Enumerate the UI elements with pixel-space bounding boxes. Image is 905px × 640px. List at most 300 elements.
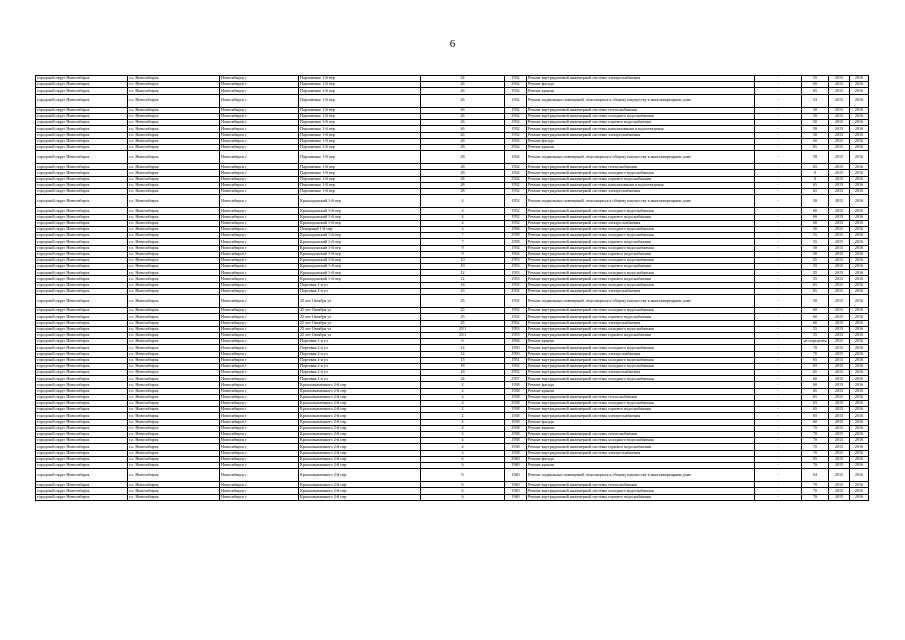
city-cell: Новосибирск г — [220, 76, 299, 82]
house-number-cell: 6 — [421, 494, 505, 500]
district-cell: городской округ Новосибирск — [36, 332, 128, 338]
year-from-cell: 2015 — [829, 170, 850, 176]
street-cell: Пархоменко 1-й пер — [299, 107, 421, 113]
municipality-cell: г.о. Новосибирск — [128, 438, 220, 444]
district-cell: городской округ Новосибирск — [36, 401, 128, 407]
year-from-cell: 2015 — [829, 164, 850, 170]
municipality-cell: г.о. Новосибирск — [128, 456, 220, 462]
house-number-cell: 18 — [421, 370, 505, 376]
house-number-cell: 28 — [421, 176, 505, 182]
street-cell: Краснодонский 1-й пер — [299, 270, 421, 276]
year-from-cell: 2015 — [829, 251, 850, 257]
year-from-cell: 2015 — [829, 425, 850, 431]
build-year-cell: 1954 — [505, 251, 527, 257]
work-type-cell: Ремонт внутридомовой инженерной системы электроснабжения — [527, 132, 755, 138]
work-type-cell: Ремонт крыши — [527, 388, 755, 394]
year-from-cell: 2015 — [829, 332, 850, 338]
street-cell: Краснознаменного 2-й пер — [299, 425, 421, 431]
city-cell: Новосибирск г — [220, 407, 299, 413]
year-to-cell: 2016 — [850, 144, 869, 150]
district-cell: городской округ Новосибирск — [36, 76, 128, 82]
dash-cell: - — [755, 164, 802, 170]
work-type-cell: Ремонт внутридомовой инженерной системы электроснабжения — [527, 189, 755, 195]
street-cell: Пархоменко 1-й пер — [299, 138, 421, 144]
district-cell: городской округ Новосибирск — [36, 326, 128, 332]
street-cell: Краснодонский 1-й пер — [299, 251, 421, 257]
street-cell: Краснознаменного 2-й пер — [299, 494, 421, 500]
table-row — [36, 494, 869, 500]
year-to-cell: 2016 — [850, 419, 869, 425]
work-type-cell: Ремонт внутридомовой инженерной системы горячего водоснабжения — [527, 276, 755, 282]
build-year-cell: 1953 — [505, 270, 527, 276]
municipality-cell: г.о. Новосибирск — [128, 431, 220, 437]
house-number-cell: 24 — [421, 76, 505, 82]
year-to-cell: 2016 — [850, 226, 869, 232]
municipality-cell: г.о. Новосибирск — [128, 251, 220, 257]
dash-cell: - — [755, 257, 802, 263]
district-cell: городской округ Новосибирск — [36, 126, 128, 132]
build-year-cell: 1932 — [505, 164, 527, 170]
wear-percent-cell: 65 — [802, 370, 829, 376]
wear-percent-cell: 65 — [802, 388, 829, 394]
work-type-cell: Ремонт внутридомовой инженерной системы холодного водоснабжения — [527, 113, 755, 119]
municipality-cell: г.о. Новосибирск — [128, 245, 220, 251]
build-year-cell: 1938 — [505, 431, 527, 437]
year-to-cell: 2016 — [850, 370, 869, 376]
house-number-cell: 2 — [421, 388, 505, 394]
work-type-cell: Ремонт внутридомовой инженерной системы холодного водоснабжения — [527, 170, 755, 176]
city-cell: Новосибирск г — [220, 339, 299, 345]
dash-cell: - — [755, 401, 802, 407]
wear-percent-cell: 55 — [802, 233, 829, 239]
district-cell: городской округ Новосибирск — [36, 444, 128, 450]
dash-cell: - — [755, 308, 802, 314]
build-year-cell: 1932 — [505, 170, 527, 176]
work-type-cell: Ремонт внутридомовой инженерной системы электроснабжения — [527, 76, 755, 82]
municipality-cell: г.о. Новосибирск — [128, 407, 220, 413]
year-from-cell: 2015 — [829, 388, 850, 394]
year-to-cell: 2016 — [850, 388, 869, 394]
work-type-cell: Ремонт внутридомовой инженерной системы электроснабжения — [527, 288, 755, 294]
work-type-cell: Ремонт крыши — [527, 144, 755, 150]
build-year-cell: 1952 — [505, 195, 527, 208]
year-from-cell: 2015 — [829, 288, 850, 294]
work-type-cell: Ремонт внутридомовой инженерной системы горячего водоснабжения — [527, 332, 755, 338]
work-type-cell: Ремонт фасада — [527, 382, 755, 388]
wear-percent-cell: 50 — [802, 226, 829, 232]
street-cell: Краснознаменного 2-й пер — [299, 456, 421, 462]
work-type-cell: Ремонт внутридомовой инженерной системы холодного водоснабжения — [527, 438, 755, 444]
dash-cell: - — [755, 357, 802, 363]
dash-cell: - — [755, 120, 802, 126]
year-to-cell: 2016 — [850, 376, 869, 382]
year-from-cell: 2015 — [829, 407, 850, 413]
city-cell: Новосибирск г — [220, 138, 299, 144]
house-number-cell: 26 — [421, 120, 505, 126]
year-to-cell: 2016 — [850, 276, 869, 282]
street-cell: 25 лет Октября ул — [299, 326, 421, 332]
house-number-cell: 2 — [421, 407, 505, 413]
build-year-cell: 1938 — [505, 450, 527, 456]
dash-cell: - — [755, 176, 802, 182]
street-cell: Краснознаменного 2-й пер — [299, 462, 421, 468]
municipality-cell: г.о. Новосибирск — [128, 120, 220, 126]
municipality-cell: г.о. Новосибирск — [128, 239, 220, 245]
district-cell: городской округ Новосибирск — [36, 345, 128, 351]
wear-percent-cell: 60 — [802, 382, 829, 388]
year-from-cell: 2015 — [829, 88, 850, 94]
wear-percent-cell: не определен — [803, 338, 827, 344]
work-type-cell: Ремонт внутридомовой инженерной системы теплоснабжения — [527, 107, 755, 113]
city-cell: Новосибирск г — [220, 113, 299, 119]
build-year-cell: 1954 — [505, 245, 527, 251]
build-year-cell: 1932 — [505, 189, 527, 195]
house-number-cell: 25 — [421, 308, 505, 314]
dash-cell: - — [755, 326, 802, 332]
municipality-cell: г.о. Новосибирск — [128, 144, 220, 150]
build-year-cell: 1938 — [505, 401, 527, 407]
dash-cell: - — [755, 126, 802, 132]
city-cell: Новосибирск г — [220, 176, 299, 182]
district-cell: городской округ Новосибирск — [36, 176, 128, 182]
year-from-cell: 2015 — [829, 382, 850, 388]
municipality-cell: г.о. Новосибирск — [128, 226, 220, 232]
year-to-cell: 2016 — [850, 456, 869, 462]
district-cell: городской округ Новосибирск — [36, 245, 128, 251]
year-to-cell: 2016 — [850, 126, 869, 132]
district-cell: городской округ Новосибирск — [36, 376, 128, 382]
district-cell: городской округ Новосибирск — [36, 282, 128, 288]
city-cell: Новосибирск г — [220, 220, 299, 226]
district-cell: городской округ Новосибирск — [36, 320, 128, 326]
street-cell: 25 лет Октября ул — [299, 295, 421, 308]
district-cell: городской округ Новосибирск — [36, 239, 128, 245]
work-type-cell: Ремонт фасада — [527, 419, 755, 425]
house-number-cell: 4 — [421, 220, 505, 226]
year-from-cell: 2015 — [829, 195, 850, 208]
year-from-cell: 2015 — [829, 462, 850, 468]
build-year-cell: 1938 — [505, 382, 527, 388]
year-to-cell: 2016 — [850, 351, 869, 357]
year-to-cell: 2016 — [850, 195, 869, 208]
city-cell: Новосибирск г — [220, 170, 299, 176]
dash-cell: - — [755, 182, 802, 188]
work-type-cell: Ремонт внутридомовой инженерной системы электроснабжения — [527, 320, 755, 326]
work-type-cell: Ремонт крыши — [527, 425, 755, 431]
wear-percent-cell: 60 — [802, 214, 829, 220]
house-number-cell: 6 — [421, 462, 505, 468]
municipality-cell: г.о. Новосибирск — [128, 332, 220, 338]
street-cell: Пархоменко 1-й пер — [299, 88, 421, 94]
wear-percent-cell: 50 — [802, 113, 829, 119]
year-from-cell: 2015 — [829, 431, 850, 437]
district-cell: городской округ Новосибирск — [36, 189, 128, 195]
build-year-cell: 1932 — [505, 76, 527, 82]
house-number-cell: 4 — [421, 226, 505, 232]
dash-cell: - — [755, 488, 802, 494]
build-year-cell: 1932 — [505, 94, 527, 107]
district-cell: городской округ Новосибирск — [36, 144, 128, 150]
district-cell: городской округ Новосибирск — [36, 288, 128, 294]
street-cell: Портовая 2-я ул — [299, 376, 421, 382]
house-number-cell: 26 — [421, 82, 505, 88]
street-cell: Краснознаменного 2-й пер — [299, 407, 421, 413]
year-to-cell: 2016 — [850, 413, 869, 419]
year-from-cell: 2015 — [829, 339, 850, 345]
page-number: 6 — [449, 38, 456, 50]
dash-cell: - — [755, 288, 802, 294]
city-cell: Новосибирск г — [220, 214, 299, 220]
dash-cell: - — [755, 195, 802, 208]
build-year-cell: 1932 — [505, 144, 527, 150]
wear-percent-cell: 55 — [802, 264, 829, 270]
city-cell: Новосибирск г — [220, 308, 299, 314]
municipality-cell: г.о. Новосибирск — [128, 413, 220, 419]
work-type-cell: Ремонт внутридомовой инженерной системы горячего водоснабжения — [527, 444, 755, 450]
city-cell: Новосибирск г — [220, 351, 299, 357]
wear-percent-cell: 50 — [802, 245, 829, 251]
build-year-cell: 1952 — [505, 208, 527, 214]
municipality-cell: г.о. Новосибирск — [128, 320, 220, 326]
build-year-cell: 1952 — [505, 320, 527, 326]
wear-percent-cell: 55 — [802, 257, 829, 263]
house-number-cell: 28 — [421, 170, 505, 176]
work-type-cell: Ремонт внутридомовой инженерной системы холодного водоснабжения — [527, 308, 755, 314]
build-year-cell: 1957 — [505, 376, 527, 382]
wear-percent-cell: 0 — [802, 170, 829, 176]
wear-percent-cell: 65 — [802, 413, 829, 419]
house-number-cell: 16 — [421, 282, 505, 288]
city-cell: Новосибирск г — [220, 151, 299, 164]
wear-percent-cell: 65 — [802, 407, 829, 413]
wear-percent-cell: 70 — [802, 482, 829, 488]
work-type-cell: Ремонт внутридомовой инженерной системы холодного водоснабжения — [527, 488, 755, 494]
street-cell: Пархоменко 1-й пер — [299, 151, 421, 164]
work-type-cell: Ремонт внутридомовой инженерной системы горячего водоснабжения — [527, 176, 755, 182]
build-year-cell: 1938 — [505, 394, 527, 400]
city-cell: Новосибирск г — [220, 233, 299, 239]
wear-percent-cell: 60 — [802, 308, 829, 314]
city-cell: Новосибирск г — [220, 401, 299, 407]
dash-cell: - — [755, 295, 802, 308]
wear-percent-cell: 65 — [802, 282, 829, 288]
house-number-cell: 10 — [421, 257, 505, 263]
build-year-cell: 1932 — [505, 120, 527, 126]
street-cell: 25 лет Октября ул — [299, 320, 421, 326]
street-cell: Краснодонский 1-й пер — [299, 220, 421, 226]
municipality-cell: г.о. Новосибирск — [128, 107, 220, 113]
year-to-cell: 2016 — [850, 444, 869, 450]
year-from-cell: 2015 — [829, 308, 850, 314]
city-cell: Новосибирск г — [220, 388, 299, 394]
year-from-cell: 2015 — [829, 320, 850, 326]
house-number-cell: 6 — [421, 482, 505, 488]
street-cell: Пархоменко 1-й пер — [299, 164, 421, 170]
year-from-cell: 2015 — [829, 363, 850, 369]
dash-cell: - — [755, 264, 802, 270]
table-row — [36, 151, 869, 164]
work-type-cell: Ремонт фасада — [527, 138, 755, 144]
wear-percent-cell: 70 — [802, 450, 829, 456]
city-cell: Новосибирск г — [220, 469, 299, 482]
dash-cell: - — [755, 170, 802, 176]
municipality-cell: г.о. Новосибирск — [128, 382, 220, 388]
municipality-cell: г.о. Новосибирск — [128, 233, 220, 239]
street-cell: Пархоменко 1-й пер — [299, 144, 421, 150]
build-year-cell: 1994 — [505, 339, 527, 345]
year-from-cell: 2015 — [829, 456, 850, 462]
city-cell: Новосибирск г — [220, 189, 299, 195]
street-cell: Портовая 2-я ул — [299, 357, 421, 363]
municipality-cell: г.о. Новосибирск — [128, 195, 220, 208]
house-number-cell: 2 — [421, 382, 505, 388]
municipality-cell: г.о. Новосибирск — [128, 138, 220, 144]
house-number-cell: 4 — [421, 425, 505, 431]
year-from-cell: 2015 — [829, 176, 850, 182]
year-from-cell: 2015 — [829, 444, 850, 450]
street-cell: 25 лет Октября ул — [299, 308, 421, 314]
house-number-cell: 28 — [421, 138, 505, 144]
municipality-cell: г.о. Новосибирск — [128, 339, 220, 345]
municipality-cell: г.о. Новосибирск — [128, 370, 220, 376]
house-number-cell: 25/1 — [421, 326, 505, 332]
city-cell: Новосибирск г — [220, 419, 299, 425]
work-type-cell: Ремонт внутридомовой инженерной системы холодного водоснабжения — [527, 208, 755, 214]
build-year-cell: 1932 — [505, 176, 527, 182]
build-year-cell: 1953 — [505, 264, 527, 270]
city-cell: Новосибирск г — [220, 370, 299, 376]
work-type-cell: Ремонт внутридомовой инженерной системы теплоснабжения — [527, 394, 755, 400]
house-number-cell: 2 — [421, 394, 505, 400]
work-type-cell: Ремонт внутридомовой инженерной системы холодного водоснабжения — [527, 326, 755, 332]
work-type-cell: Ремонт внутридомовой инженерной системы теплоснабжения — [527, 164, 755, 170]
house-number-cell: 9 — [421, 245, 505, 251]
year-from-cell: 2015 — [829, 107, 850, 113]
house-number-cell: 15 — [421, 357, 505, 363]
house-number-cell: 4 — [421, 438, 505, 444]
year-to-cell: 2016 — [850, 401, 869, 407]
wear-percent-cell: 60 — [802, 82, 829, 88]
street-cell: Пархоменко 1-й пер — [299, 82, 421, 88]
dash-cell: - — [755, 494, 802, 500]
year-to-cell: 2016 — [850, 220, 869, 226]
year-to-cell: 2016 — [850, 382, 869, 388]
work-type-cell: Ремонт внутридомовой инженерной системы теплоснабжения — [527, 482, 755, 488]
street-cell: Портовая 2-я ул — [299, 345, 421, 351]
city-cell: Новосибирск г — [220, 288, 299, 294]
house-number-cell: 26 — [421, 88, 505, 94]
wear-percent-cell: 65 — [802, 164, 829, 170]
year-to-cell: 2016 — [850, 282, 869, 288]
district-cell: городской округ Новосибирск — [36, 469, 128, 482]
district-cell: городской округ Новосибирск — [36, 382, 128, 388]
work-type-cell: Ремонт внутридомовой инженерной системы холодного водоснабжения — [527, 376, 755, 382]
municipality-cell: г.о. Новосибирск — [128, 450, 220, 456]
year-to-cell: 2016 — [850, 107, 869, 113]
municipality-cell: г.о. Новосибирск — [128, 276, 220, 282]
house-number-cell: 2 — [421, 413, 505, 419]
street-cell: Пархоменко 1-й пер — [299, 76, 421, 82]
work-type-cell: Ремонт внутридомовой инженерной системы электроснабжения — [527, 351, 755, 357]
municipality-cell: г.о. Новосибирск — [128, 462, 220, 468]
wear-percent-cell: 50 — [802, 295, 829, 308]
house-number-cell: 9 — [421, 251, 505, 257]
municipality-cell: г.о. Новосибирск — [128, 220, 220, 226]
year-from-cell: 2015 — [829, 233, 850, 239]
build-year-cell: 1932 — [505, 126, 527, 132]
municipality-cell: г.о. Новосибирск — [128, 214, 220, 220]
district-cell: городской округ Новосибирск — [36, 494, 128, 500]
municipality-cell: г.о. Новосибирск — [128, 151, 220, 164]
city-cell: Новосибирск г — [220, 462, 299, 468]
district-cell: городской округ Новосибирск — [36, 450, 128, 456]
build-year-cell: 1938 — [505, 425, 527, 431]
year-from-cell: 2015 — [829, 120, 850, 126]
city-cell: Новосибирск г — [220, 182, 299, 188]
work-type-cell: Ремонт крыши — [527, 88, 755, 94]
house-number-cell: 25 — [421, 295, 505, 308]
build-year-cell: 1932 — [505, 113, 527, 119]
district-cell: городской округ Новосибирск — [36, 88, 128, 94]
municipality-cell: г.о. Новосибирск — [128, 288, 220, 294]
wear-percent-cell: 60 — [802, 220, 829, 226]
house-number-cell: 26 — [421, 126, 505, 132]
city-cell: Новосибирск г — [220, 164, 299, 170]
municipality-cell: г.о. Новосибирск — [128, 401, 220, 407]
work-type-cell: Ремонт внутридомовой инженерной системы холодного водоснабжения — [527, 363, 755, 369]
work-type-cell: Ремонт внутридомовой инженерной системы холодного водоснабжения — [527, 345, 755, 351]
table-row — [36, 195, 869, 208]
district-cell: городской округ Новосибирск — [36, 132, 128, 138]
dash-cell: - — [755, 282, 802, 288]
wear-percent-cell: 0 — [802, 176, 829, 182]
build-year-cell: 1932 — [505, 88, 527, 94]
house-number-cell: 14 — [421, 345, 505, 351]
district-cell: городской округ Новосибирск — [36, 233, 128, 239]
municipality-cell: г.о. Новосибирск — [128, 363, 220, 369]
street-cell: Краснознаменного 2-й пер — [299, 413, 421, 419]
municipality-cell: г.о. Новосибирск — [128, 494, 220, 500]
house-number-cell: 28 — [421, 189, 505, 195]
year-from-cell: 2015 — [829, 282, 850, 288]
city-cell: Новосибирск г — [220, 208, 299, 214]
city-cell: Новосибирск г — [220, 276, 299, 282]
dash-cell: - — [755, 332, 802, 338]
house-number-cell: 25/1 — [421, 332, 505, 338]
district-cell: городской округ Новосибирск — [36, 425, 128, 431]
build-year-cell: 1932 — [505, 132, 527, 138]
house-number-cell: 16 — [421, 288, 505, 294]
district-cell: городской округ Новосибирск — [36, 264, 128, 270]
city-cell: Новосибирск г — [220, 132, 299, 138]
district-cell: городской округ Новосибирск — [36, 456, 128, 462]
year-to-cell: 2016 — [850, 132, 869, 138]
build-year-cell: 1932 — [505, 107, 527, 113]
work-type-cell: Ремонт внутридомовой инженерной системы холодного водоснабжения — [527, 357, 755, 363]
wear-percent-cell: 55 — [802, 326, 829, 332]
district-cell: городской округ Новосибирск — [36, 226, 128, 232]
street-cell: Пархоменко 1-й пер — [299, 176, 421, 182]
year-to-cell: 2016 — [850, 233, 869, 239]
wear-percent-cell: 60 — [802, 419, 829, 425]
city-cell: Новосибирск г — [220, 456, 299, 462]
year-to-cell: 2016 — [850, 469, 869, 482]
build-year-cell: 1952 — [505, 308, 527, 314]
wear-percent-cell: 60 — [802, 314, 829, 320]
build-year-cell: 1953 — [505, 332, 527, 338]
district-cell: городской округ Новосибирск — [36, 214, 128, 220]
build-year-cell: 1940 — [505, 462, 527, 468]
